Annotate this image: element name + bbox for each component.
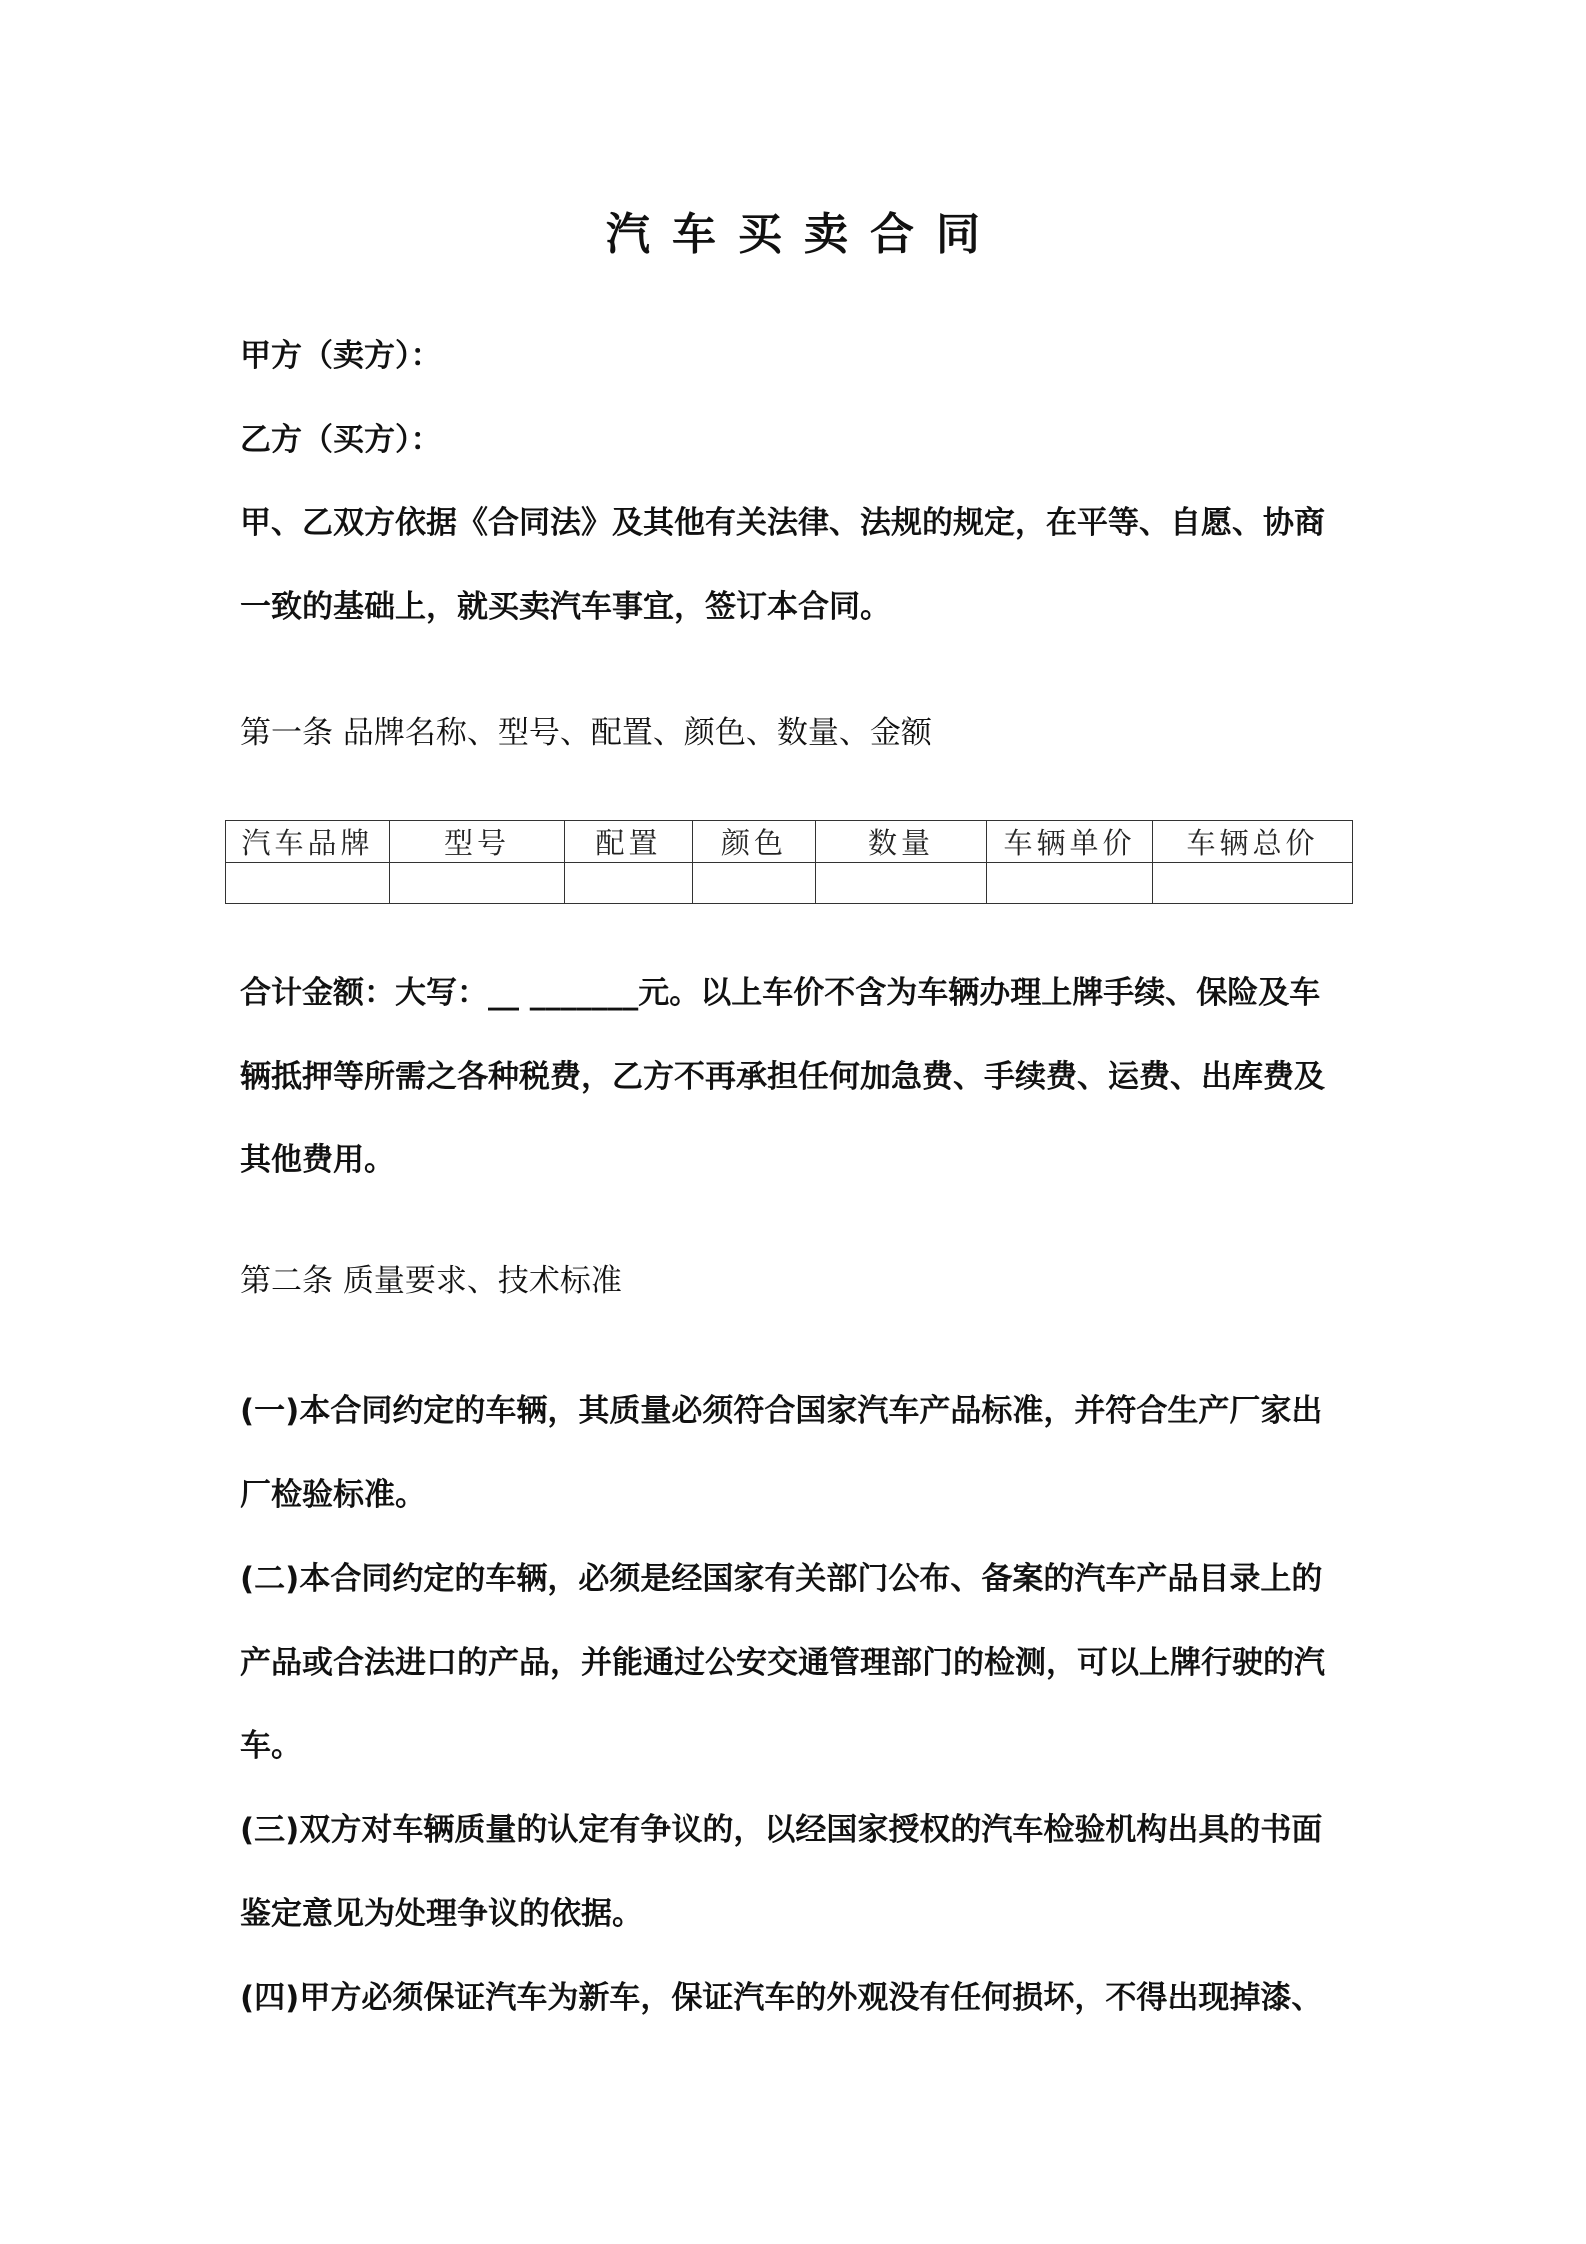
- header-unit-price: 车辆单价: [987, 821, 1153, 863]
- table-cell: [987, 863, 1153, 904]
- table-cell: [1153, 863, 1353, 904]
- vehicle-spec-table: [225, 820, 1353, 904]
- total-line-1: 合计金额：大写：__ _______元。以上车价不含为车辆办理上牌手续、保险及车: [240, 975, 1321, 1011]
- intro-line-2: 一致的基础上，就买卖汽车事宜，签订本合同。: [240, 589, 891, 625]
- header-model: 型号: [390, 821, 565, 863]
- table-cell: [565, 863, 693, 904]
- article-2-heading: 第二条 质量要求、技术标准: [240, 1263, 622, 1299]
- header-total-price: 车辆总价: [1153, 821, 1353, 863]
- header-quantity: 数量: [816, 821, 987, 863]
- header-color: 颜色: [693, 821, 816, 863]
- clause-1-line-1: (一)本合同约定的车辆，其质量必须符合国家汽车产品标准，并符合生产厂家出: [240, 1393, 1323, 1429]
- clause-2-line-1: (二)本合同约定的车辆，必须是经国家有关部门公布、备案的汽车产品目录上的: [240, 1561, 1323, 1597]
- total-line-3: 其他费用。: [240, 1142, 395, 1178]
- header-config: 配置: [565, 821, 693, 863]
- party-a-line: 甲方（卖方）：: [240, 338, 442, 374]
- table-cell: [816, 863, 987, 904]
- document-title: 汽车买卖合同: [606, 209, 1002, 260]
- table-row: [226, 863, 1353, 904]
- table-cell: [390, 863, 565, 904]
- intro-line-1: 甲、乙双方依据《合同法》及其他有关法律、法规的规定，在平等、自愿、协商: [240, 505, 1325, 541]
- article-1-heading: 第一条 品牌名称、型号、配置、颜色、数量、金额: [240, 715, 932, 751]
- clause-2-line-3: 车。: [240, 1728, 302, 1764]
- clause-3-line-1: (三)双方对车辆质量的认定有争议的，以经国家授权的汽车检验机构出具的书面: [240, 1812, 1323, 1848]
- table-cell: [226, 863, 390, 904]
- clause-2-line-2: 产品或合法进口的产品，并能通过公安交通管理部门的检测，可以上牌行驶的汽: [240, 1645, 1325, 1681]
- header-brand: 汽车品牌: [226, 821, 390, 863]
- table-cell: [693, 863, 816, 904]
- clause-4-line-1: (四)甲方必须保证汽车为新车，保证汽车的外观没有任何损坏，不得出现掉漆、: [240, 1980, 1323, 2016]
- clause-3-line-2: 鉴定意见为处理争议的依据。: [240, 1896, 643, 1932]
- table-header-row: [226, 821, 1353, 863]
- clause-1-line-2: 厂检验标准。: [240, 1477, 426, 1513]
- total-line-2: 辆抵押等所需之各种税费，乙方不再承担任何加急费、手续费、运费、出库费及: [240, 1059, 1325, 1095]
- party-b-line: 乙方（买方）：: [240, 422, 442, 458]
